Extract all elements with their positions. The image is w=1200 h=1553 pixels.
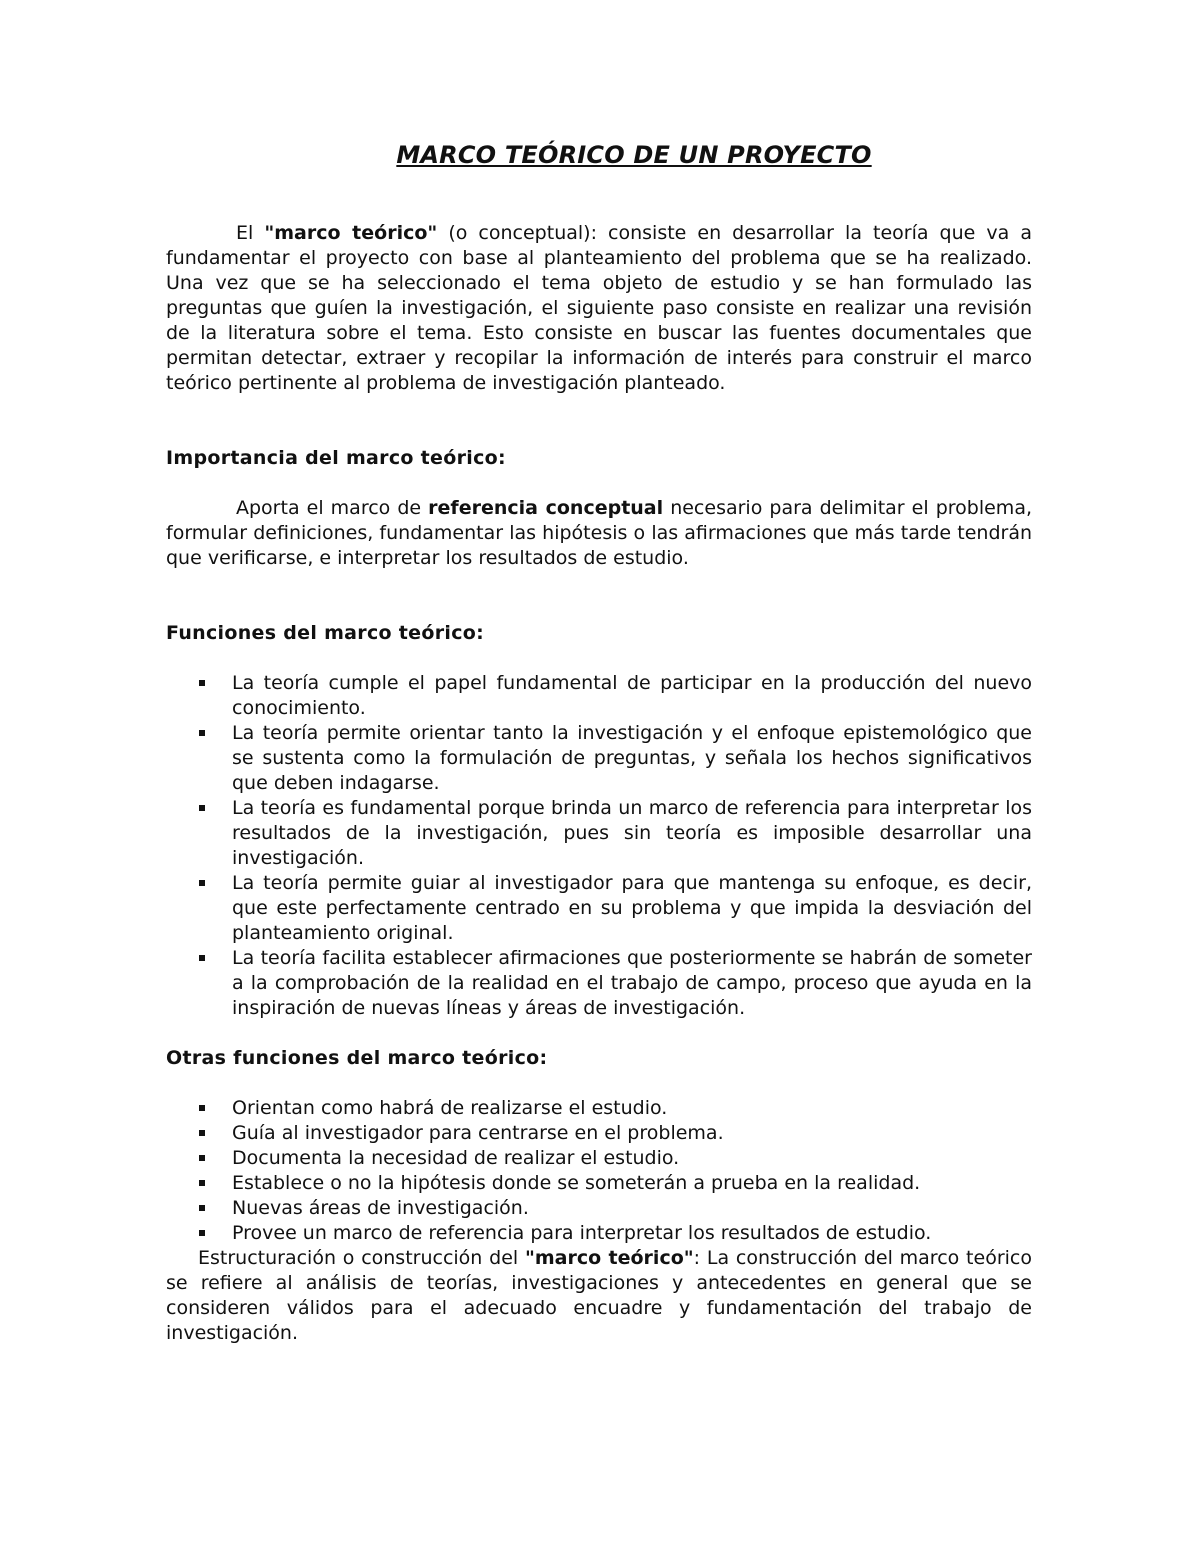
estructuracion-paragraph — [166, 1246, 1032, 1346]
list-item: La teoría permite orientar tanto la investigación y el enfoque epistemológico que se sustenta como la formulación de preguntas, y señala los hechos significativos que deben indagarse. — [166, 721, 1032, 796]
list-item: Documenta la necesidad de realizar el estudio. — [166, 1146, 1032, 1171]
list-item: Nuevas áreas de investigación. — [166, 1196, 1032, 1221]
estructuracion-bold: "marco teórico" — [524, 1247, 694, 1269]
importancia-bold: referencia conceptual — [428, 497, 664, 519]
page-title: MARCO TEÓRICO DE UN PROYECTO — [396, 141, 872, 169]
list-item: La teoría cumple el papel fundamental de participar en la producción del nuevo conocimiento. — [166, 671, 1032, 721]
estructuracion-post: : La construcción del marco teórico se refiere al análisis de teorías, investigaciones y antecedentes en general que se consideren válidos para el adecuado encuadre y fundamentación del trabajo de investigación. — [166, 1247, 1032, 1344]
square-bullet-icon — [199, 730, 205, 736]
intro-post: (o conceptual): consiste en desarrollar la teoría que va a fundamentar el proyecto con base al planteamiento del problema que se ha realizado. Una vez que se ha seleccionado el tema objeto de estudio y se han formulado las preguntas que guíen la investigación, el siguiente paso consiste en realizar una revisión de la literatura sobre el tema. Esto consiste en buscar las fuentes documentales que permitan detectar, extraer y recopilar la información de interés para construir el marco teórico pertinente al problema de investigación planteado. — [166, 222, 1032, 394]
square-bullet-icon — [199, 1180, 205, 1186]
importancia-pre: Aporta el marco de — [236, 497, 429, 519]
intro-bold: "marco teórico" — [264, 222, 438, 244]
importancia-heading: Importancia del marco teórico: — [166, 447, 506, 469]
otras-heading: Otras funciones del marco teórico: — [166, 1047, 548, 1069]
intro-pre: El — [236, 222, 265, 244]
list-item: La teoría facilita establecer afirmaciones que posteriormente se habrán de someter a la comprobación de la realidad en el trabajo de campo, proceso que ayuda en la inspiración de nuevas líneas y áreas de investigación. — [166, 946, 1032, 1021]
intro-paragraph — [166, 221, 1032, 396]
list-item: La teoría permite guiar al investigador para que mantenga su enfoque, es decir, que este perfectamente centrado en su problema y que impida la desviación del planteamiento original. — [166, 871, 1032, 946]
importancia-post: necesario para delimitar el problema, formular definiciones, fundamentar las hipótesis o las afirmaciones que más tarde tendrán que verificarse, e interpretar los resultados de estudio. — [166, 497, 1032, 569]
square-bullet-icon — [199, 1155, 205, 1161]
document-content — [166, 141, 1032, 1346]
square-bullet-icon — [199, 1105, 205, 1111]
square-bullet-icon — [199, 805, 205, 811]
list-item: Provee un marco de referencia para interpretar los resultados de estudio. — [166, 1221, 1032, 1246]
otras-list — [166, 1096, 1032, 1246]
estructuracion-pre: Estructuración o construcción del — [198, 1247, 525, 1269]
square-bullet-icon — [199, 1205, 205, 1211]
funciones-list — [166, 671, 1032, 1021]
square-bullet-icon — [199, 955, 205, 961]
list-item: La teoría es fundamental porque brinda un marco de referencia para interpretar los resultados de la investigación, pues sin teoría es imposible desarrollar una investigación. — [166, 796, 1032, 871]
list-item: Establece o no la hipótesis donde se someterán a prueba en la realidad. — [166, 1171, 1032, 1196]
list-item: Guía al investigador para centrarse en el problema. — [166, 1121, 1032, 1146]
square-bullet-icon — [199, 1130, 205, 1136]
list-item: Orientan como habrá de realizarse el estudio. — [166, 1096, 1032, 1121]
square-bullet-icon — [199, 1230, 205, 1236]
square-bullet-icon — [199, 880, 205, 886]
square-bullet-icon — [199, 680, 205, 686]
funciones-heading: Funciones del marco teórico: — [166, 622, 485, 644]
importancia-paragraph — [166, 496, 1032, 571]
